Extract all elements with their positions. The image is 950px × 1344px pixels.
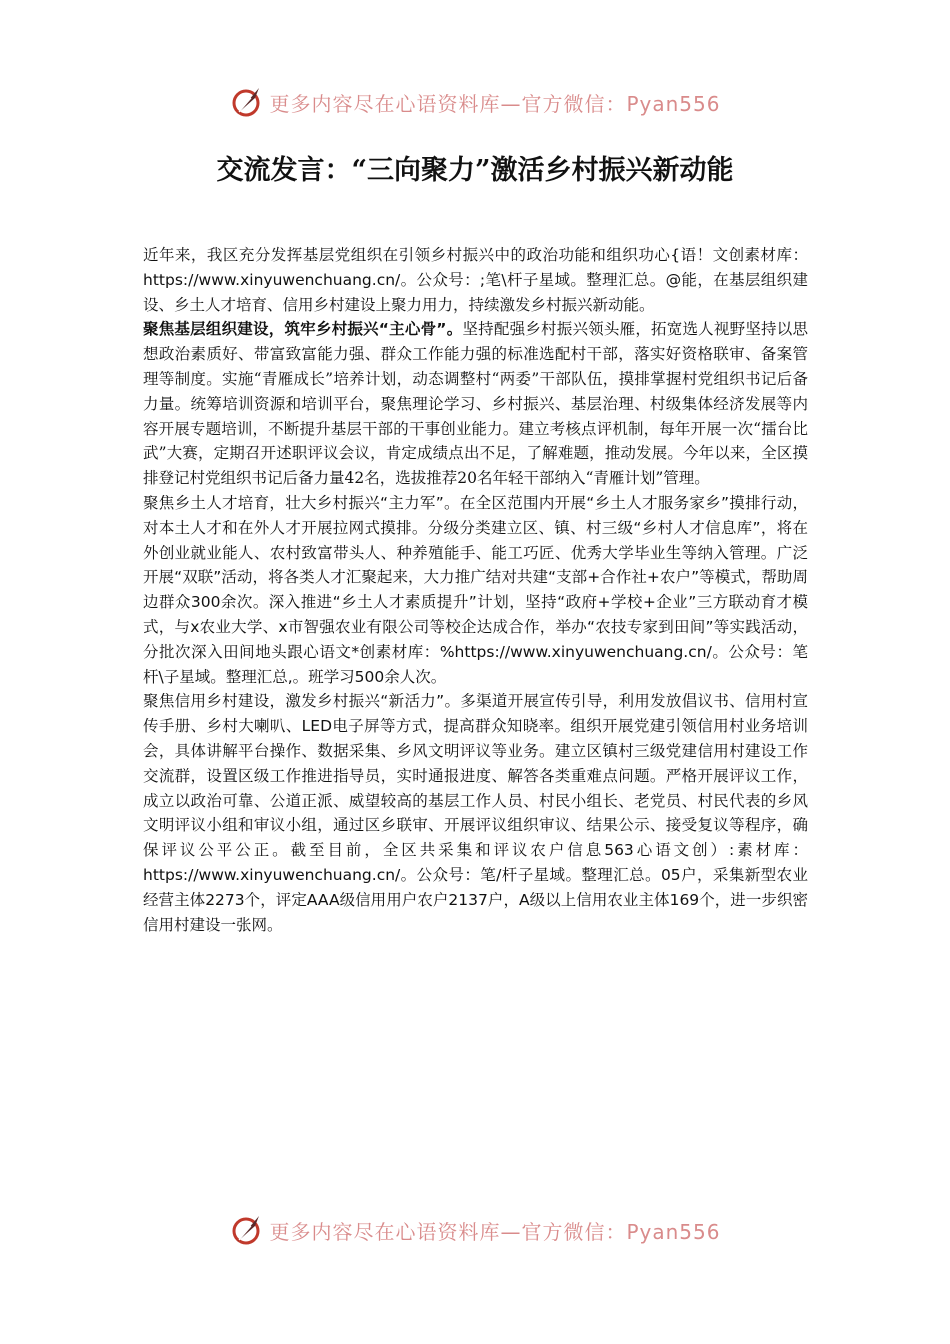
paragraph-text: 坚持配强乡村振兴领头雁，拓宽选人视野坚持以思想政治素质好、带富致富能力强、群众工作能力强的标准选配村干部，落实好资格联审、备案管理等制度。实施“青雁成长”培养计划，动态调整村“两委”干部队伍，摸排掌握村党组织书记后备力量。统筹培训资源和培训平台，聚焦理论学习、乡村振兴、基层治理、村级集体经济发展等内容开展专题培训，不断提升基层干部的干事创业能力。建立考核点评机制，每年开展一次“擂台比武”大赛，定期召开述职评议会议，肯定成绩点出不足，了解难题，推动发展。今年以来，全区摸排登记村党组织书记后备力量42名，选拔推荐20名年轻干部纳入“青雁计划”管理。: [143, 320, 808, 488]
watermark-text: 更多内容尽在心语资料库—官方微信：Pyan556: [269, 91, 721, 116]
paragraph-text: 聚焦乡土人才培育，壮大乡村振兴“主力军”。在全区范围内开展“乡土人才服务家乡”摸排行动，对本土人才和在外人才开展拉网式摸排。分级分类建立区、镇、村三级“乡村人才信息库”，将在外创业就业能人、农村致富带头人、种养殖能手、能工巧匠、优秀大学毕业生等纳入管理。广泛开展“双联”活动，将各类人才汇聚起来，大力推广结对共建“支部+合作社+农户”等模式，帮助周边群众300余次。深入推进“乡土人才素质提升”计划，坚持“政府+学校+企业”三方联动育才模式，与x农业大学、x市智强农业有限公司等校企达成合作，举办“农技专家到田间”等实践活动，分批次深入田间地头跟心语文*创素材库：%https://www.xinyuwenchuang.cn/。公众号：笔杆\子星域。整理汇总,。班学习500余人次。: [143, 493, 808, 686]
watermark-banner-bottom: [0, 1210, 950, 1250]
paragraph-intro: [143, 243, 808, 317]
paragraph-credit: [143, 689, 808, 937]
paragraph-lead: 聚焦基层组织建设，筑牢乡村振兴“主心骨”。: [143, 320, 463, 339]
paragraph-organization: [143, 317, 808, 491]
quill-logo-icon: [229, 84, 265, 120]
paragraph-text: 聚焦信用乡村建设，激发乡村振兴“新活力”。多渠道开展宣传引导，利用发放倡议书、信用村宣传手册、乡村大喇叭、LED电子屏等方式，提高群众知晓率。组织开展党建引领信用村业务培训会，具体讲解平台操作、数据采集、乡风文明评议等业务。建立区镇村三级党建信用村建设工作交流群，设置区级工作推进指导员，实时通报进度、解答各类重难点问题。严格开展评议工作，成立以政治可靠、公道正派、威望较高的基层工作人员、村民小组长、老党员、村民代表的乡风文明评议小组和审议小组，通过区乡联审、开展评议组织审议、结果公示、接受复议等程序，确保评议公平公正。截至目前，全区共采集和评议农户信息563心语文创）:素材库：https://www.xinyuwenchuang.cn/。公众号：笔/杆子星域。整理汇总。05户，采集新型农业经营主体2273个，评定AAA级信用用户农户2137户，A级以上信用农业主体169个，进一步织密信用村建设一张网。: [143, 692, 808, 934]
watermark-banner-top: [0, 82, 950, 122]
quill-logo-icon: [229, 1212, 265, 1248]
document-title: 交流发言：“三向聚力”激活乡村振兴新动能: [216, 155, 734, 186]
document-body: [143, 243, 808, 937]
paragraph-talent: [143, 491, 808, 689]
watermark-text: 更多内容尽在心语资料库—官方微信：Pyan556: [269, 1219, 721, 1244]
paragraph-text: 近年来，我区充分发挥基层党组织在引领乡村振兴中的政治功能和组织功心{语！文创素材库：https://www.xinyuwenchuang.cn/。公众号：;笔\杆子星域。整理汇总。@能，在基层组织建设、乡土人才培育、信用乡村建设上聚力用力，持续激发乡村振兴新动能。: [143, 246, 808, 314]
